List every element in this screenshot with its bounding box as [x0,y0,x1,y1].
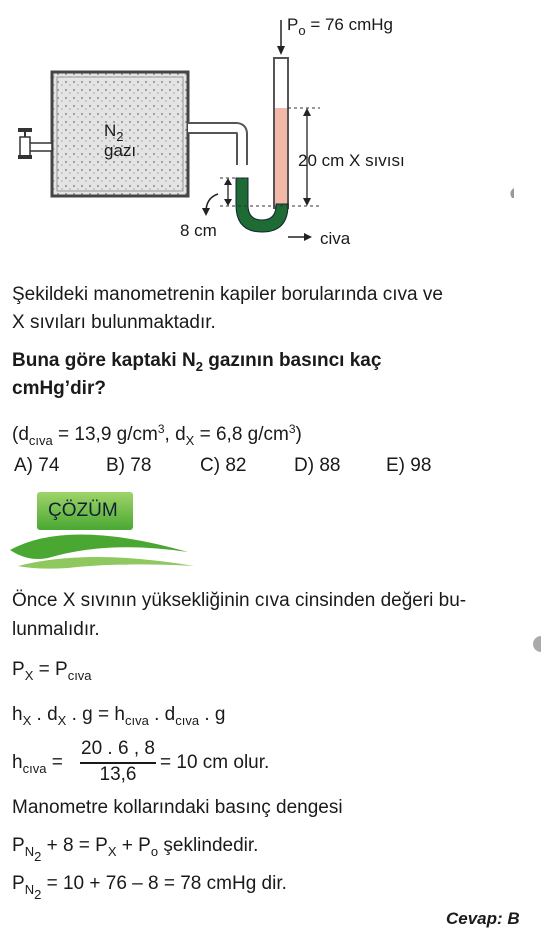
p0-value: = 76 cmHg [310,15,393,34]
equation-3-lhs [12,752,63,780]
eq2-a: h [12,704,23,725]
gas-subscript: 2 [116,129,124,144]
given-mid-3: = 6,8 g/cm [194,424,289,445]
eq1-sub-a: X [24,668,34,683]
question-line-1: Şekildeki manometrenin kapiler borularında cıva ve [12,284,443,305]
eq3-result: = 10 cm olur. [160,752,270,773]
p0-label [287,14,393,42]
eq3-equals: = [51,752,63,773]
valve-icon [18,128,52,159]
given-sub-1: cıva [28,433,53,448]
eq1-sub-b: cıva [67,668,92,683]
eq5-sub-n: N [24,882,35,897]
solution-line-1: Önce X sıvının yüksekliğinin cıva cinsinden değeri bu- [12,590,467,611]
equation-2 [12,704,225,732]
solution-line-3: Manometre kollarındaki basınç dengesi [12,797,343,818]
eq4-d: şeklindedir. [158,835,259,856]
eq5-b: = 10 + 76 – 8 = 78 cmHg dir. [41,873,287,894]
given-sub-2: X [185,433,195,448]
eq4-sub [24,844,42,864]
eq1-b: = P [33,659,68,680]
manometer-diagram [0,0,543,260]
prompt-subscript: 2 [195,359,203,374]
eq3-numerator: 20 . 6 , 8 [81,738,155,759]
eq3-sub: cıva [22,761,47,776]
choice-e[interactable]: E) 98 [386,455,432,476]
prompt-text-a: Buna göre kaptaki N [12,350,196,371]
given-open: (d [12,424,29,445]
eq2-b: . d [31,704,58,725]
solution-line-2: lunmalıdır. [12,619,100,640]
p0-subscript: o [298,23,306,38]
eq5-a: P [12,873,25,894]
eq4-a: P [12,835,25,856]
given-mid-1: = 13,9 g/cm [52,424,158,445]
eq4-sub-c: o [150,844,159,859]
eq1-a: P [12,659,25,680]
choice-c[interactable]: C) 82 [200,455,247,476]
given-mid-2: , d [164,424,186,445]
x-liquid-column [275,108,287,204]
eq4-subsub: 2 [34,849,42,864]
eq2-e: . g [199,704,226,725]
eq4-sub-b: X [107,844,117,859]
choice-d[interactable]: D) 88 [294,455,341,476]
solution-header-swoosh [8,522,198,572]
eq5-subsub: 2 [34,887,42,902]
eq2-sub-c: cıva [124,713,149,728]
eq5-sub [24,882,42,902]
eq4-b: + 8 = P [41,835,108,856]
equation-4 [12,835,258,868]
gas-symbol: N [104,121,117,140]
eq2-c: . g = h [66,704,125,725]
x-liquid-label: 20 cm X sıvısı [298,151,405,170]
page-edge-marker [533,636,541,652]
solution-header: ÇÖZÜM [48,500,118,521]
eq4-sub-n: N [24,844,35,859]
answer-label: Cevap: B [446,909,520,928]
question-prompt-1 [12,350,507,378]
eq2-d: . d [148,704,176,725]
choice-a[interactable]: A) 74 [14,455,60,476]
eq2-sub-a: X [22,713,32,728]
given-close: ) [295,424,302,445]
question-prompt-2: cmHg’dir? [12,378,106,399]
equation-5 [12,873,287,906]
p0-symbol: P [287,15,299,34]
question-line-2: X sıvıları bulunmaktadır. [12,312,216,333]
given-sup-1: 3 [157,422,165,436]
choice-b[interactable]: B) 78 [106,455,152,476]
given-sup-2: 3 [288,422,296,436]
eq4-c: + P [116,835,151,856]
eq2-sub-d: cıva [175,713,200,728]
height-difference-label: 8 cm [180,221,217,240]
eq3-h: h [12,752,23,773]
mercury-label: civa [320,229,351,248]
eq3-denominator: 13,6 [99,764,137,785]
given-values [12,418,302,452]
gas-word: gazı [104,141,137,160]
eq2-sub-b: X [57,713,67,728]
equation-1 [12,659,92,687]
prompt-text-b: gazının basıncı kaç [202,350,382,371]
